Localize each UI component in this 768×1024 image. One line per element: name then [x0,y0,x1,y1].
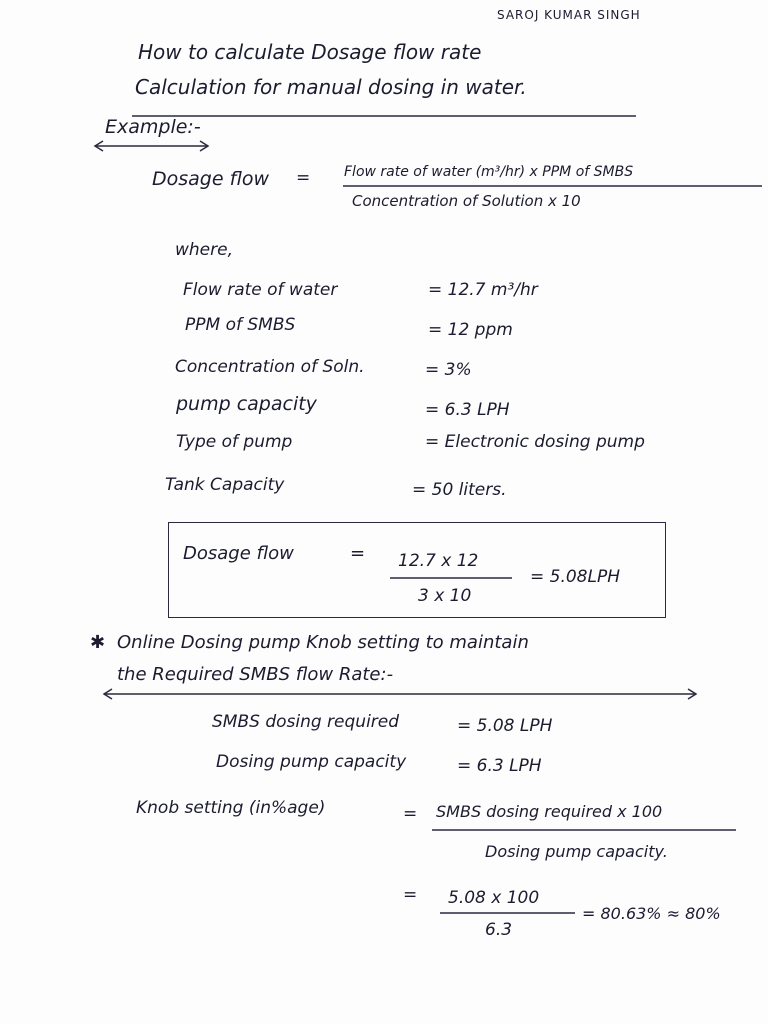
page-title-line2: Calculation for manual dosing in water. [135,75,527,99]
result-equals: = [350,543,366,564]
knob-calc-numerator: 5.08 x 100 [448,888,540,908]
knob-calc-equals: = [403,885,418,905]
param-value: = 6.3 LPH [425,400,510,420]
knob-required-value: = 5.08 LPH [457,716,553,736]
knob-calc-denominator: 6.3 [485,920,513,940]
knob-capacity-label: Dosing pump capacity [216,752,407,772]
star-bullet-icon: ✱ [90,632,106,653]
knob-formula-denominator: Dosing pump capacity. [485,842,668,861]
knob-calc-result: = 80.63% ≈ 80% [582,904,721,923]
result-numerator: 12.7 x 12 [398,551,479,571]
knob-capacity-value: = 6.3 LPH [457,756,542,776]
where-label: where, [175,240,233,260]
param-label: Type of pump [176,432,293,452]
param-label: Flow rate of water [183,280,338,300]
formula-numerator: Flow rate of water (m³/hr) x PPM of SMBS [344,164,634,180]
knob-heading-line2: the Required SMBS flow Rate:- [117,664,394,685]
knob-formula-equals: = [403,804,418,824]
formula-denominator: Concentration of Solution x 10 [352,192,581,210]
param-value: = 12 ppm [428,320,513,340]
param-label: pump capacity [176,393,317,415]
formula-equals: = [296,168,311,188]
result-value: = 5.08LPH [530,567,621,587]
author-name: SAROJ KUMAR SINGH [497,8,641,22]
result-lhs: Dosage flow [183,543,294,564]
example-label: Example:- [105,116,201,138]
page-title-line1: How to calculate Dosage flow rate [138,40,482,64]
knob-heading-line1: Online Dosing pump Knob setting to maintain [117,632,529,653]
knob-required-label: SMBS dosing required [212,712,400,732]
param-label: PPM of SMBS [185,315,296,335]
param-value: = 3% [425,360,472,380]
param-label: Concentration of Soln. [175,357,365,377]
formula-lhs: Dosage flow [152,168,270,190]
knob-formula-lhs: Knob setting (in%age) [136,798,326,818]
param-label: Tank Capacity [165,475,285,495]
param-value: = Electronic dosing pump [425,432,645,452]
param-value: = 50 liters. [412,480,507,500]
result-denominator: 3 x 10 [418,586,472,606]
param-value: = 12.7 m³/hr [428,280,538,300]
knob-formula-numerator: SMBS dosing required x 100 [436,802,663,821]
